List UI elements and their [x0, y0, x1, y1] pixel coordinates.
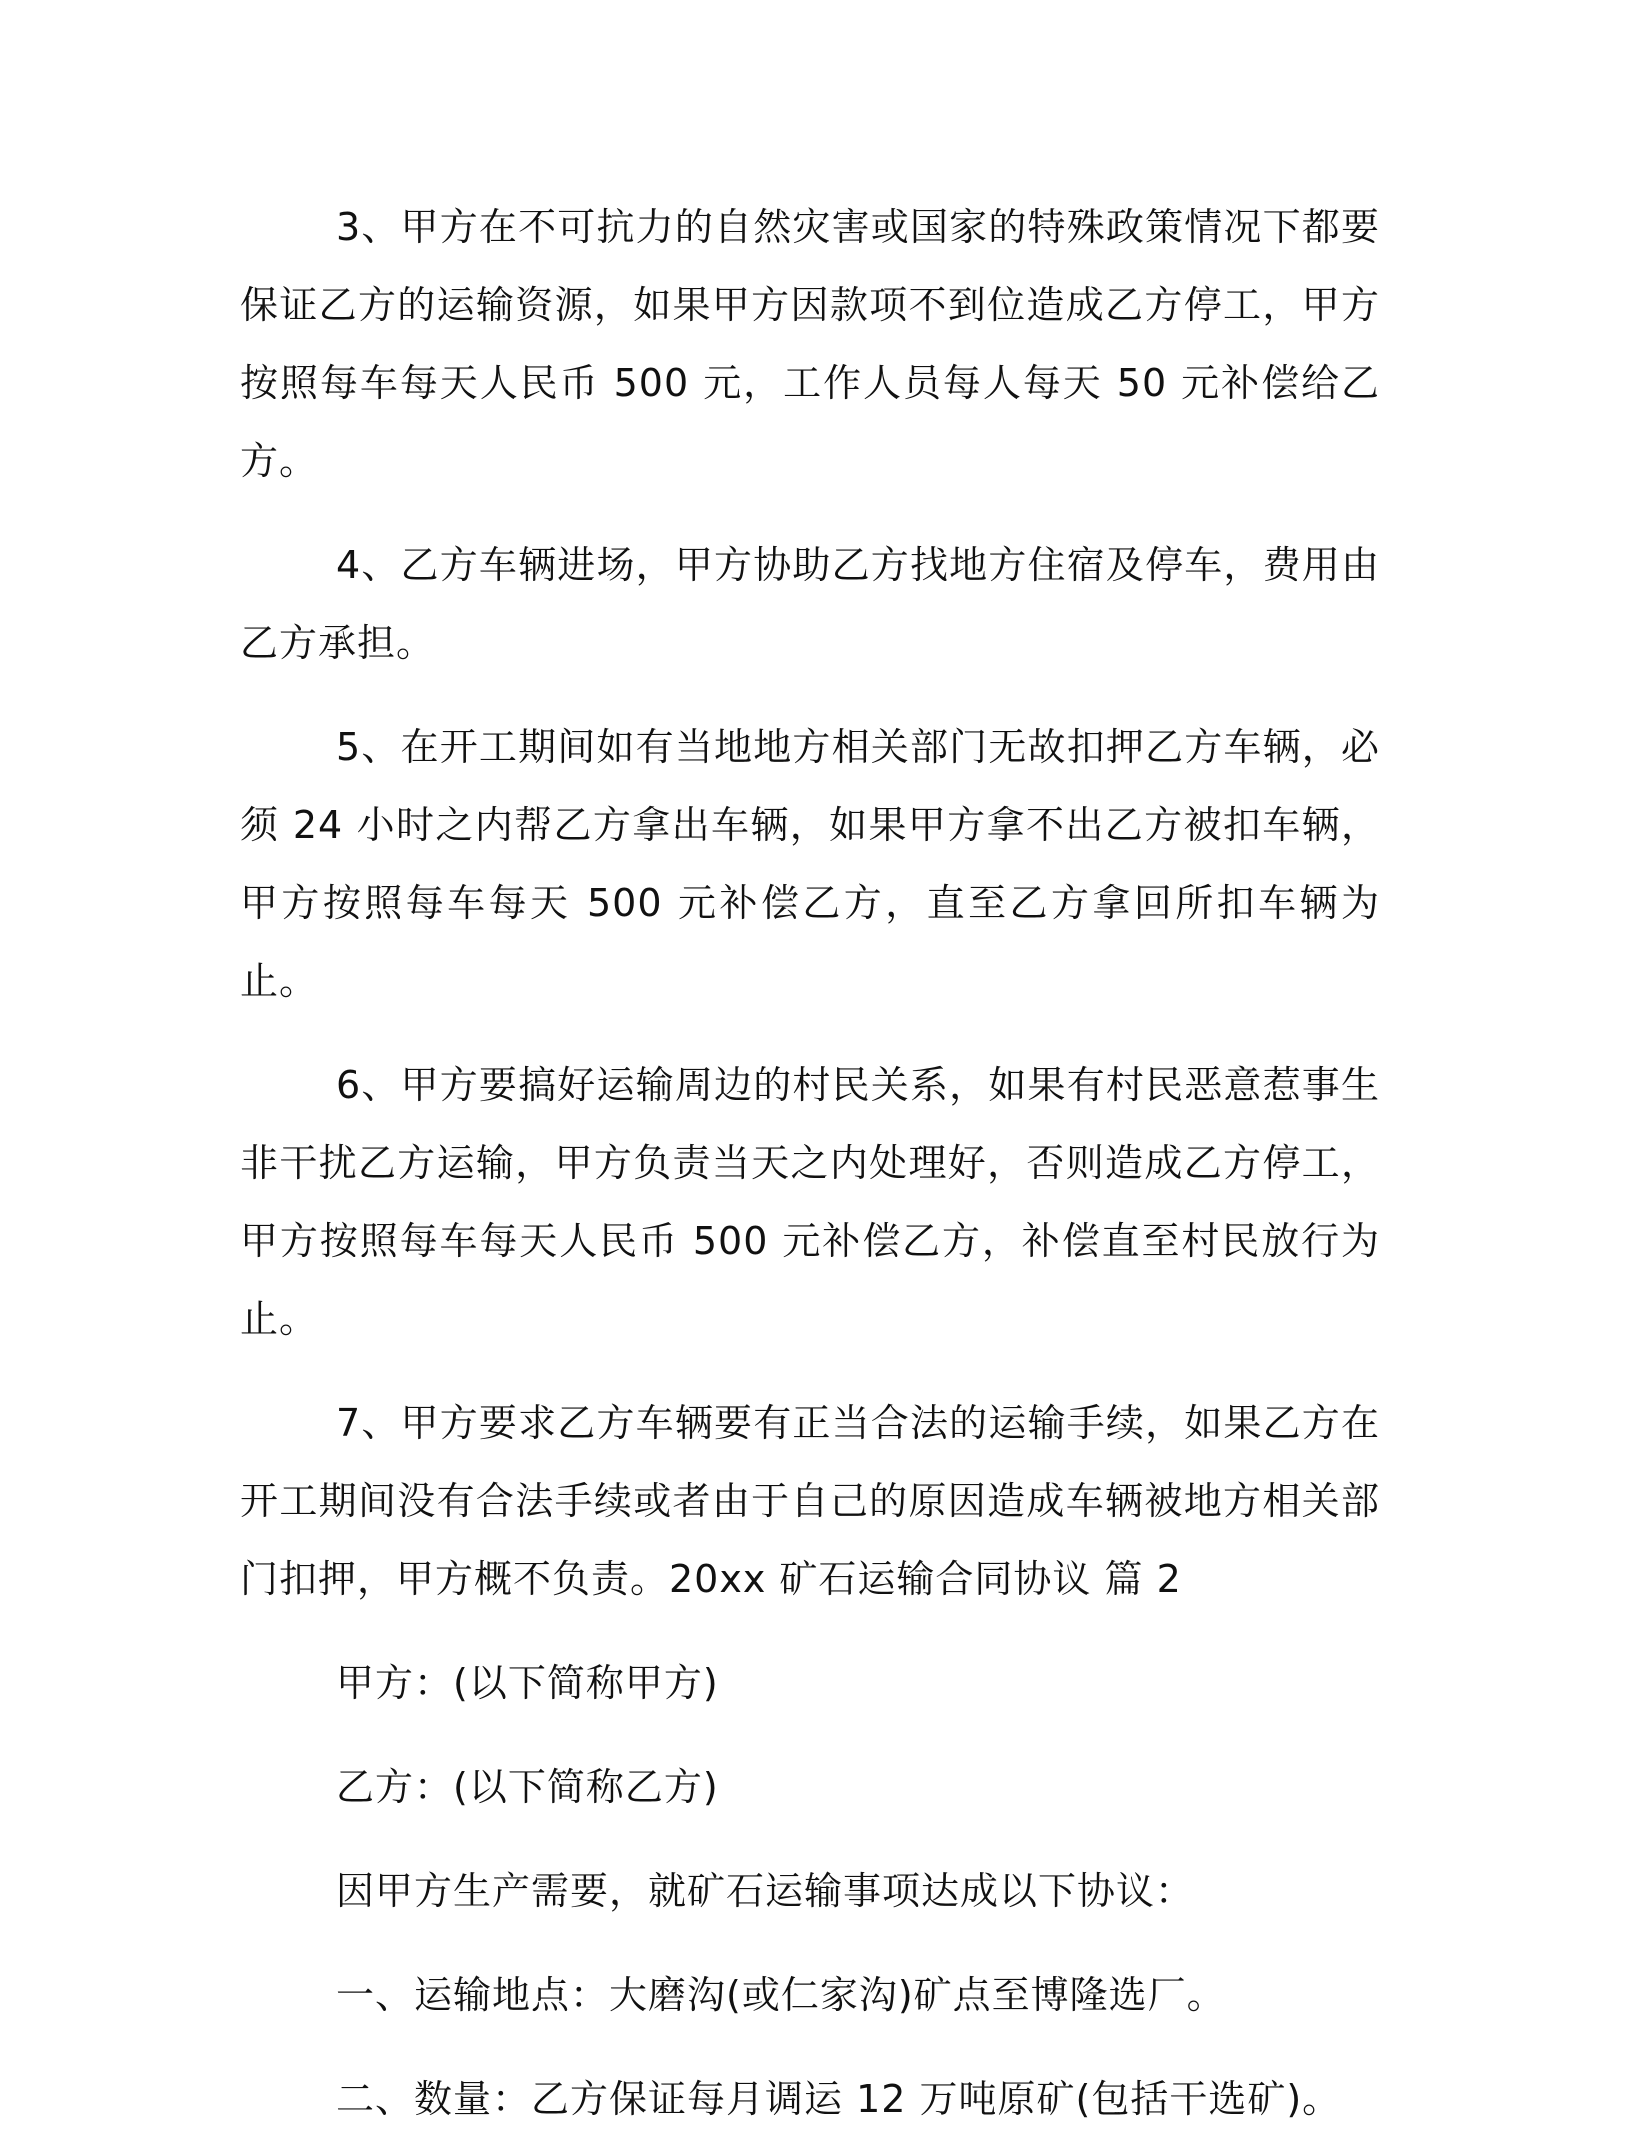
party-a-line: 甲方：(以下简称甲方): [336, 1661, 719, 1705]
clause-5-paragraph: 5、在开工期间如有当地地方相关部门无故扣押乙方车辆，必须 24 小时之内帮乙方拿出车辆，如果甲方拿不出乙方被扣车辆，甲方按照每车每天 500 元补偿乙方，直至乙方拿回所扣车辆为止。: [240, 725, 1380, 1003]
agreement-intro-line: 因甲方生产需要，就矿石运输事项达成以下协议：: [336, 1869, 1195, 1913]
quantity-line: 二、数量：乙方保证每月调运 12 万吨原矿(包括干选矿)。: [336, 2077, 1342, 2121]
clause-3-paragraph: 3、甲方在不可抗力的自然灾害或国家的特殊政策情况下都要保证乙方的运输资源，如果甲方因款项不到位造成乙方停工，甲方按照每车每天人民币 500 元，工作人员每人每天 50 元补偿给乙方。: [240, 205, 1380, 483]
clause-6-paragraph: 6、甲方要搞好运输周边的村民关系，如果有村民恶意惹事生非干扰乙方运输，甲方负责当天之内处理好，否则造成乙方停工，甲方按照每车每天人民币 500 元补偿乙方，补偿直至村民放行为止。: [240, 1063, 1380, 1341]
party-b-line: 乙方：(以下简称乙方): [336, 1765, 719, 1809]
document-body: [240, 188, 1380, 2138]
transport-location-line: 一、运输地点：大磨沟(或仁家沟)矿点至博隆选厂。: [336, 1973, 1226, 2017]
clause-7-paragraph: 7、甲方要求乙方车辆要有正当合法的运输手续，如果乙方在开工期间没有合法手续或者由于自己的原因造成车辆被地方相关部门扣押，甲方概不负责。20xx 矿石运输合同协议 篇 2: [240, 1401, 1380, 1601]
clause-4-paragraph: 4、乙方车辆进场，甲方协助乙方找地方住宿及停车，费用由乙方承担。: [240, 543, 1380, 665]
